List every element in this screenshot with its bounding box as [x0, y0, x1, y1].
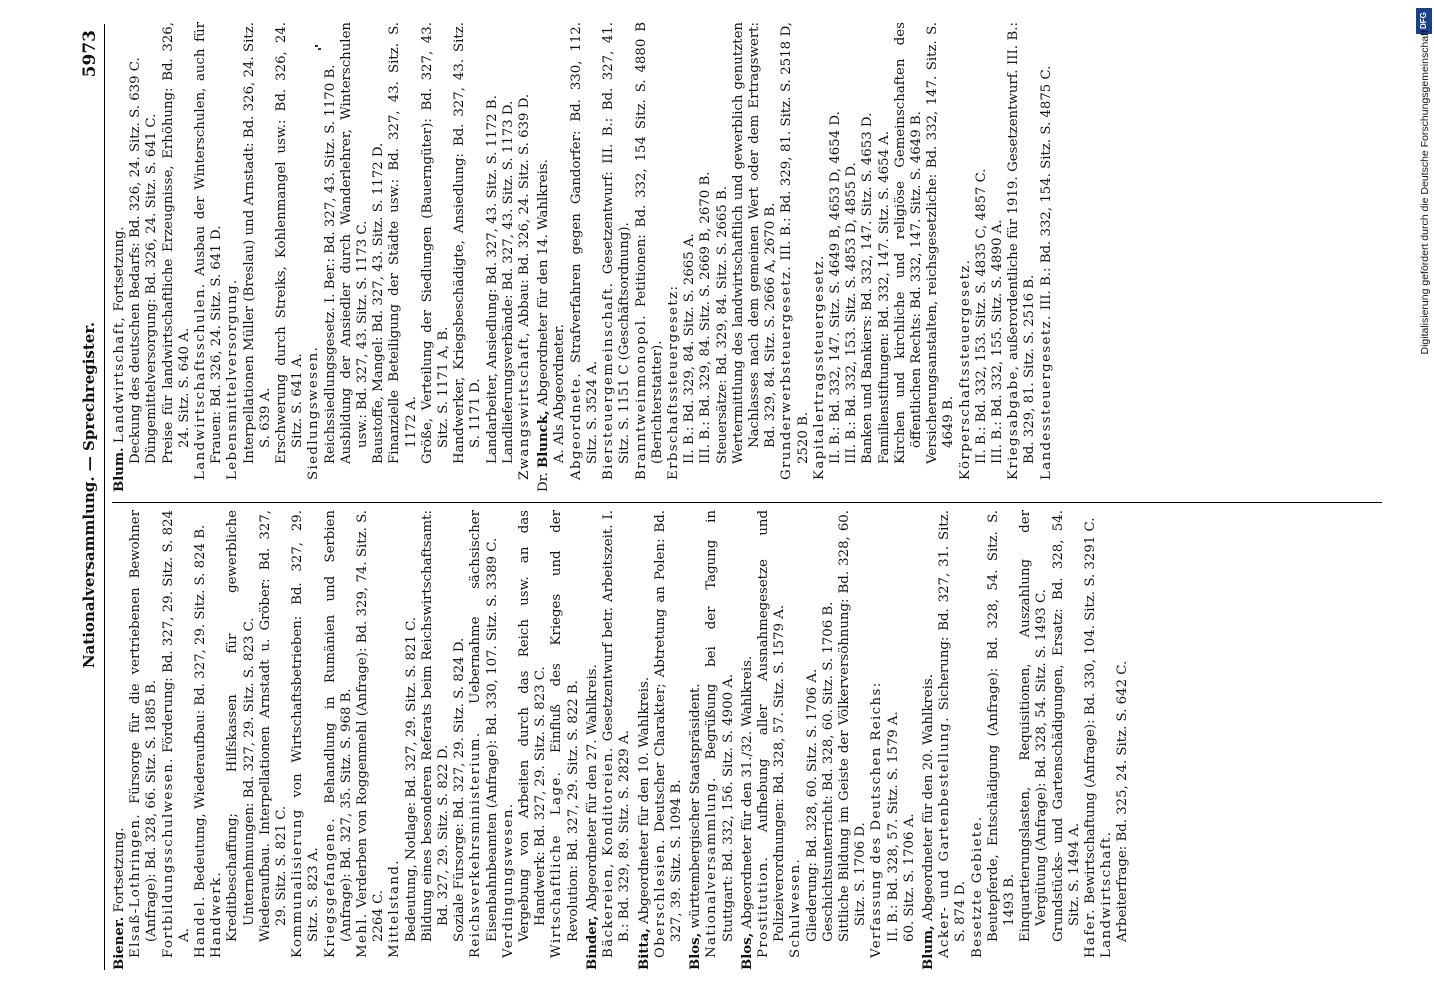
register-entry: Binder, Abgeordneter für den 27. Wahlkreis.: [584, 664, 600, 970]
register-entry: Finanzielle Beteiligung der Städte usw.: Bd. 327, 43. Sitz. S. 1172 A.: [387, 22, 419, 464]
register-entry: Hafer. Bewirtschaftung (Anfrage): Bd. 330, 104. Sitz. S. 3291 C.: [1082, 517, 1098, 958]
register-entry: Bildung eines besonderen Referats beim Reichswirtschaftsamt: Bd. 327, 29. Sitz. S. 822 D.: [419, 510, 452, 942]
register-entry: 60. Sitz. S. 1706 A.: [901, 813, 917, 942]
register-entry: Erbschaftssteuergesetz:: [665, 284, 681, 480]
register-entry: Beutepferde, Entschädigung (Anfrage): Bd. 328, 54. Sitz. S. 1493 B.: [985, 510, 1017, 942]
register-entry: Mehl. Verderben von Roggenmehl (Anfrage): Bd. 329, 74. Sitz. S. 2264 C.: [355, 510, 387, 958]
register-entry: Verdingungswesen.: [500, 802, 516, 958]
register-entry: Düngemittelversorgung: Bd. 326, 24. Sitz. S. 641 C.: [144, 113, 160, 464]
register-entry: Arbeiterfrage: Bd. 325, 24. Sitz. S. 642 C.: [1115, 660, 1131, 942]
running-title: Nationalversammlung. — Sprechregister.: [80, 321, 98, 669]
register-entry: Sittliche Bildung im Geiste der Völkerversöhnung: Bd. 328, 60. Sitz. S. 1706 D.: [836, 510, 869, 942]
register-entry: Kommunalisierung von Wirtschaftsbetrieben: Bd. 327, 29. Sitz. S. 823 A.: [290, 510, 322, 958]
register-entry: Acker- und Gartenbestellung. Sicherung: Bd. 327, 31. Sitz. S. 874 D.: [937, 510, 969, 958]
header-rule: [104, 24, 105, 970]
register-entry: Elsaß-Lothringen. Fürsorge für die vertriebenen Bewohner (Anfrage): Bd. 328, 66. Sitz. S. 1885 B.: [128, 510, 160, 958]
register-entry: Geschichtsunterricht: Bd. 328, 60. Sitz. S. 1706 B.: [820, 601, 836, 942]
register-entry: A. Als Abgeordneter.: [552, 323, 568, 480]
register-entry: Handel. Bedeutung, Wiederaufbau: Bd. 327, 29. Sitz. S. 824 B.: [193, 524, 209, 958]
register-entry: Landlieferungsverbände: Bd. 327, 43. Sitz. S. 1173 D.: [500, 100, 516, 464]
register-entry: Körperschaftssteuergesetz.: [957, 258, 973, 480]
register-entry: Wertermittlung des landwirtschaftlich und gewerblich genutzten Nachlasses nach dem gemeinen Wert oder dem Ertragswert: Bd. 329, 84. Sitz. S. 2666 A, 2670 B.: [730, 22, 779, 464]
page-number: 5973: [80, 30, 100, 78]
register-entry: Oberschlesien. Deutscher Charakter; Abtretung an Polen: Bd. 327, 39. Sitz. S. 1094 B.: [652, 510, 684, 958]
register-entry: Steuersätze: Bd. 329, 84. Sitz. S. 2665 B.: [714, 185, 730, 464]
register-entry: Erschwerung durch Streiks, Kohlenmangel usw.: Bd. 326, 24. Sitz. S. 641 A.: [274, 22, 306, 464]
register-entry: Kriegsabgabe, außerordentliche für 1919. Gesetzentwurf. III. B.: Bd. 329, 81. Sitz. S. 2516 B.: [1006, 22, 1038, 480]
register-entry: Soziale Fürsorge: Bd. 327, 29. Sitz. S. 824 D.: [452, 637, 468, 942]
register-entry: Handwerker, Kriegsbeschädigte, Ansiedlung: Bd. 327, 43. Sitz. S. 1171 D.: [452, 22, 484, 464]
register-entry: Kapitalertragssteuergesetz.: [811, 254, 827, 480]
register-entry: Dr. Blunck, Abgeordneter für den 14. Wahlkreis.: [536, 159, 552, 492]
register-entry: Bitta, Abgeordneter für den 10. Wahlkreis.: [636, 676, 652, 970]
register-entry: Landarbeiter, Ansiedlung: Bd. 327, 43. Sitz. S. 1172 B.: [484, 95, 500, 464]
right-column: [112, 22, 1392, 492]
page-header: [80, 30, 102, 960]
digitization-credit: Digitalisierung gefördert durch die Deutsche Forschungsgemeinschaft: [1419, 30, 1431, 355]
register-entry: Branntweinmonopol. Petitionen: Bd. 332, 154 Sitz. S. 4880 B (Berichterstatter).: [633, 22, 665, 480]
register-entry: Bäckereien, Konditoreien. Gesetzentwurf betr. Arbeitszeit. I. B.: Bd. 329, 89. Sitz. S. 2829 A.: [601, 510, 633, 958]
register-entry: Versicherungsanstalten, reichsgesetzliche: Bd. 332, 147. Sitz. S. 4649 B.: [925, 22, 957, 464]
column-divider: [112, 502, 1382, 503]
register-entry: Fortbildungsschulwesen. Förderung: Bd. 327, 29. Sitz. S. 824 A.: [160, 510, 192, 958]
scan-speck: [318, 48, 321, 50]
register-entry: Interpellationen Müller (Breslau) und Arnstadt: Bd. 326, 24. Sitz. S. 639 A.: [241, 22, 273, 464]
register-entry: Siedlungswesen.: [306, 345, 322, 480]
register-entry: Lebensmittelversorgung.: [225, 278, 241, 480]
register-entry: Gliederung: Bd. 328, 60. Sitz. S. 1706 A.: [804, 668, 820, 942]
register-entry: Besetzte Gebiete.: [969, 815, 985, 958]
register-entry: Baustoffe, Mangel: Bd. 327, 43. Sitz. S. 1172 D.: [371, 142, 387, 464]
dfg-logo: DFG: [1416, 8, 1432, 34]
register-entry: Wiederaufbau. Interpellationen Arnstadt u. Gröber: Bd. 327, 29. Sitz. S. 821 C.: [257, 510, 290, 942]
register-entry: Schulwesen.: [788, 857, 804, 958]
register-entry: Deckung des deutschen Bedarfs: Bd. 326, 24. Sitz. S. 639 C.: [128, 57, 144, 464]
register-entry: III. B.: Bd. 332, 155. Sitz. S. 4890 A.: [989, 219, 1005, 464]
register-entry: Kreditbeschaffung; Hilfskassen für gewerbliche Unternehmungen: Bd. 327, 29. Sitz. S. 823 C.: [225, 510, 257, 942]
register-entry: Einquartierungslasten, Requisitionen, Auszahlung der Vergütung (Anfrage): Bd. 328, 54. Sitz. S. 1493 C.: [1018, 510, 1050, 942]
register-entry: II. B.: Bd. 328, 57. Sitz. S. 1579 A.: [885, 711, 901, 942]
register-entry: Bedeutung, Notlage: Bd. 327, 29. Sitz. S. 821 C.: [403, 616, 419, 942]
register-entry: Abgeordnete. Strafverfahren gegen Gandorfer: Bd. 330, 112. Sitz. S. 3524 A.: [568, 22, 600, 480]
register-entry: Reichssiedlungsgesetz. I. Ber.: Bd. 327, 43. Sitz. S. 1170 B.: [322, 64, 338, 464]
register-entry: Landwirtschaftsschulen. Ausbau der Winterschulen, auch für Frauen: Bd. 326, 24. Sitz. S. 641 D.: [193, 22, 225, 480]
left-column: [112, 510, 1392, 970]
register-entry: Mittelstand.: [387, 859, 403, 958]
register-entry: Blos, Abgeordneter für den 31./32. Wahlkreis.: [739, 655, 755, 970]
register-entry: Verfassung des Deutschen Reichs:: [869, 681, 885, 958]
register-entry: Landwirtschaft.: [1099, 830, 1115, 958]
register-entry: Wirtschaftliche Lage. Einfluß des Krieges und der Revolution: Bd. 327, 29. Sitz. S. 822 B.: [549, 510, 581, 958]
register-entry: Kirchen und kirchliche und religiöse Gemeinschaften des öffentlichen Rechts: Bd. 332, 147. Sitz. S. 4649 B.: [892, 22, 924, 464]
register-entry: II. B.: Bd. 332, 153. Sitz. S. 4835 C, 4857 C.: [973, 168, 989, 464]
register-entry: II. B.: Bd. 332, 147. Sitz. S. 4649 B, 4653 D, 4654 D.: [827, 111, 843, 464]
register-entry: Blum. Landwirtschaft, Fortsetzung.: [112, 226, 127, 492]
register-entry: Grunderwerbsteuergesetz. III. B.: Bd. 329, 81. Sitz. S. 2518 D, 2520 B.: [779, 22, 811, 480]
register-entry: III. B.: Bd. 329, 84. Sitz. S. 2669 B, 2670 B.: [698, 171, 714, 464]
register-entry: III. B.: Bd. 332, 153. Sitz. S. 4853 D, 4855 D.: [844, 162, 860, 464]
credit-strip: [1416, 0, 1434, 1000]
register-entry: Familienstiftungen: Bd. 332, 147. Sitz. S. 4654 A.: [876, 130, 892, 464]
register-entry: Handwerk.: [209, 870, 225, 958]
scan-speck: [315, 45, 318, 47]
register-entry: II. B.: Bd. 329, 84. Sitz. S. 2665 A.: [682, 233, 698, 464]
register-entry: Biersteuergemeinschaft. Gesetzentwurf: III. B.: Bd. 327, 41. Sitz. S. 1151 C (Geschäftsordnung).: [601, 22, 633, 480]
register-entry: Grundstücks- und Gartenschädigungen, Ersatz: Bd. 328, 54. Sitz. S. 1494 A.: [1050, 510, 1082, 942]
register-entry: Zwangswirtschaft, Abbau: Bd. 326, 24. Sitz. S. 639 D.: [517, 93, 533, 480]
register-entry: Blum, Abgeordneter für den 20. Wahlkreis.: [920, 674, 936, 970]
register-entry: Ausbildung der Ansiedler durch Wanderlehrer, Winterschulen usw.: Bd. 327, 43. Sitz. S. 1173 C.: [338, 22, 371, 464]
register-entry: Landessteuergesetz. III. B.: Bd. 332, 154. Sitz. S. 4875 C.: [1038, 65, 1054, 480]
register-entry: Preise für landwirtschaftliche Erzeugnisse, Erhöhung: Bd. 326, 24. Sitz. S. 640 A.: [160, 22, 192, 464]
register-entry: Prostitution. Aufhebung aller Ausnahmegesetze und Polizeiverordnungen: Bd. 328, 57. Sitz. S. 1579 A.: [755, 510, 788, 958]
register-entry: Banken und Bankiers: Bd. 332, 147. Sitz. S. 4653 D.: [860, 112, 876, 464]
register-entry: Blos, württembergischer Staatspräsident.: [688, 683, 704, 970]
register-entry: Vergebung von Arbeiten durch das Reich usw. an das Handwerk: Bd. 327, 29. Sitz. S. 823 C.: [517, 510, 549, 942]
register-entry: Größe, Verteilung der Siedlungen (Bauerngüter): Bd. 327, 43. Sitz. S. 1171 A, B.: [419, 22, 452, 464]
register-entry: Reichsverkehrsministerium. Uebernahme sächsischer Eisenbahnbeamten (Anfrage): Bd. 330, 107. Sitz. S. 3389 C.: [468, 510, 500, 958]
register-entry: Nationalversammlung. Begrüßung bei der Tagung in Stuttgart: Bd. 332, 156. Sitz. S. 4900 A.: [704, 510, 736, 958]
register-entry: Biener. Fortsetzung.: [112, 827, 127, 970]
register-entry: Kriegsgefangene. Behandlung in Rumänien und Serbien (Anfrage): Bd. 327, 35. Sitz. S. 968 B.: [322, 510, 354, 958]
